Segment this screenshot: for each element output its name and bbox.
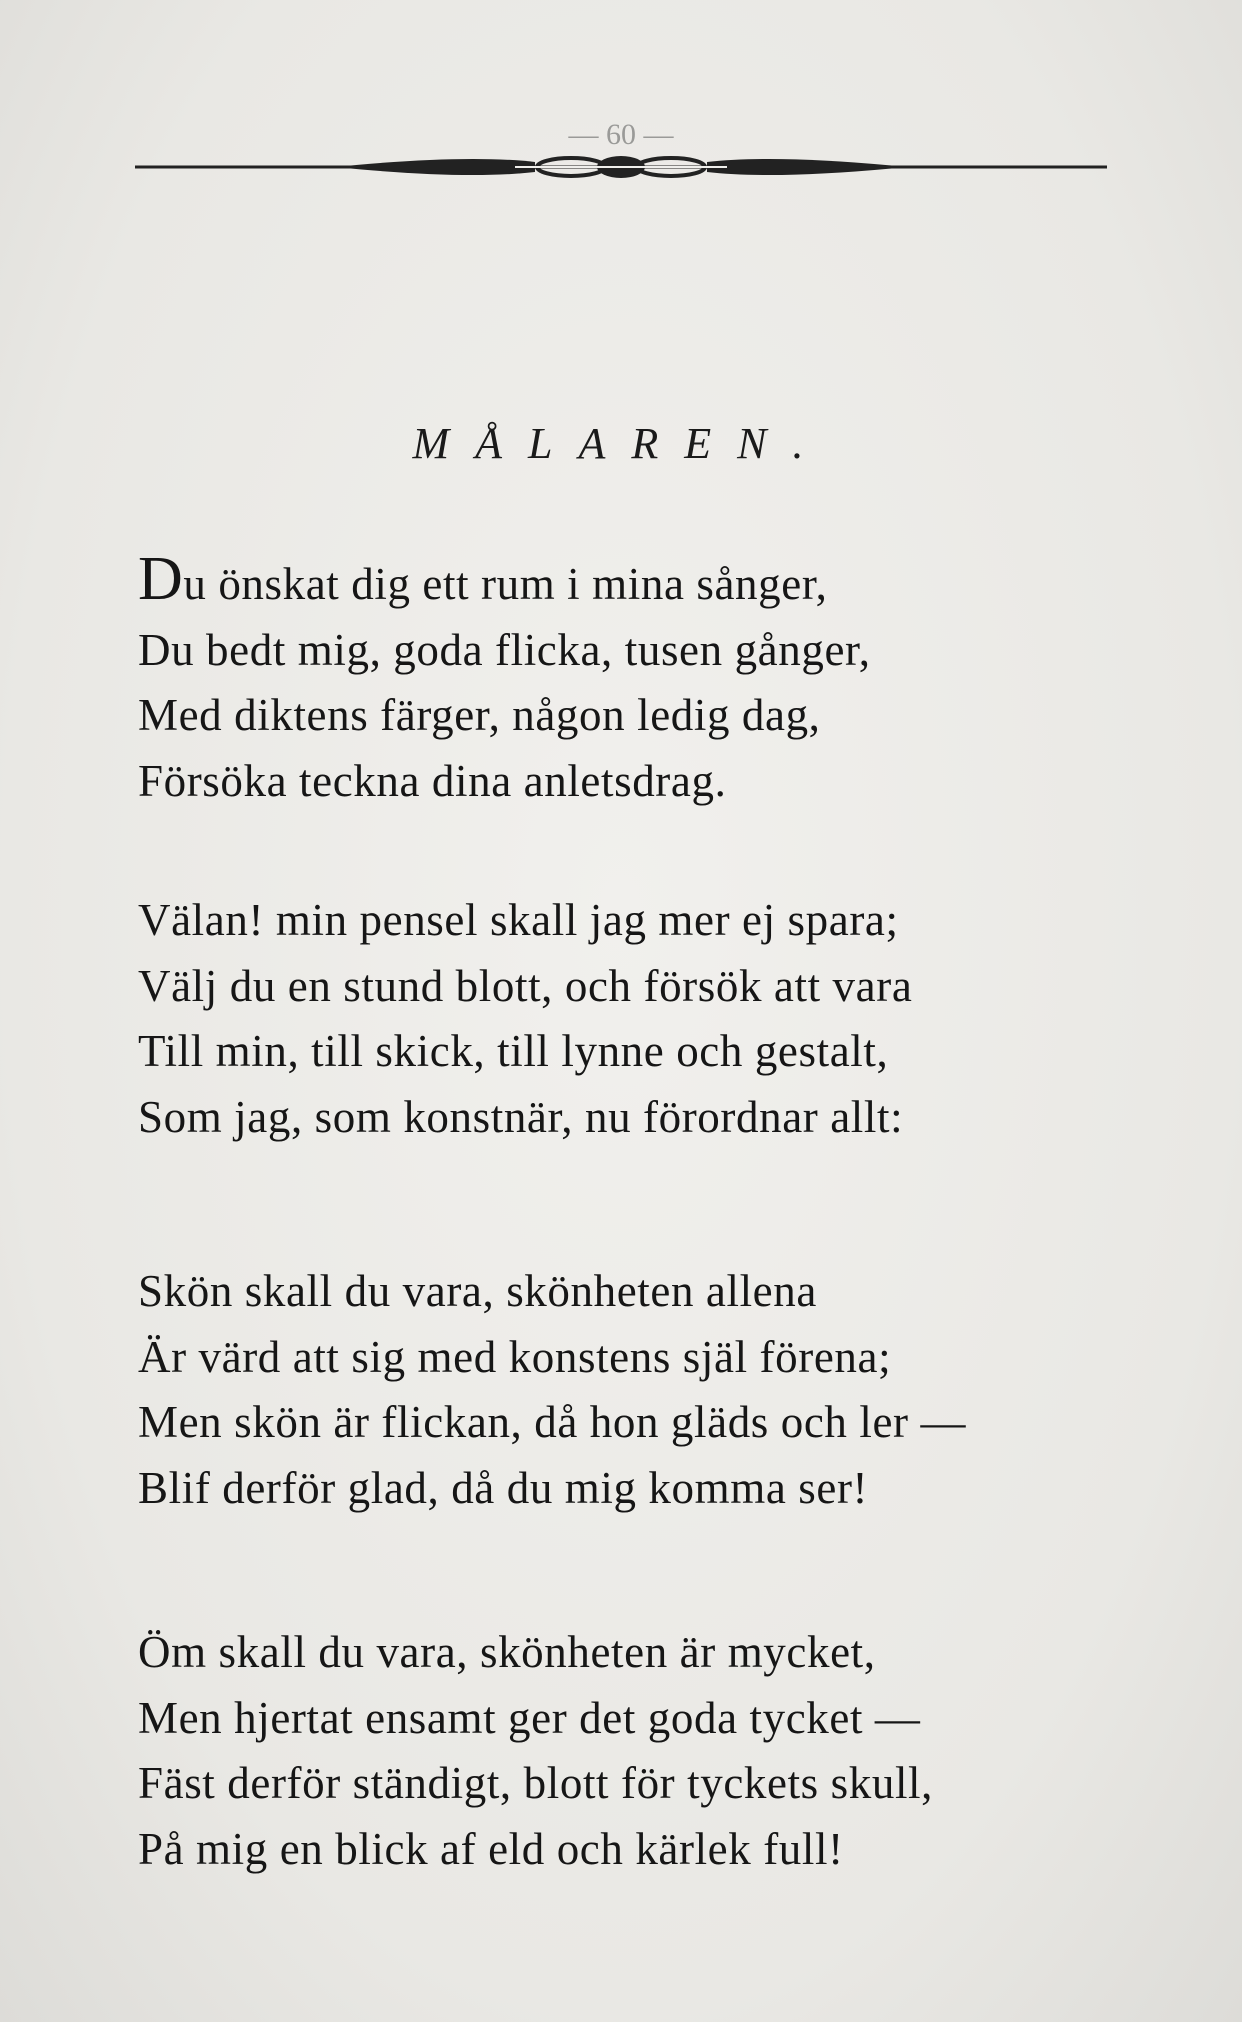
- poem-line: Fäst derför ständigt, blott för tyckets skull,: [138, 1758, 933, 1808]
- poem-line: Med diktens färger, någon ledig dag,: [138, 690, 821, 740]
- poem-line: Försöka teckna dina anletsdrag.: [138, 755, 727, 806]
- poem-line: Skön skall du vara, skönheten allena: [138, 1266, 817, 1316]
- drop-cap: D: [138, 545, 184, 613]
- poem-line: Till min, till skick, till lynne och gestalt,: [138, 1026, 889, 1076]
- stanza-1: [138, 545, 871, 814]
- poem-line: Blif derför glad, då du mig komma ser!: [138, 1462, 869, 1513]
- poem-line: [138, 545, 871, 618]
- poem-line: Men skön är flickan, då hon gläds och ler —: [138, 1397, 967, 1447]
- poem-line: På mig en blick af eld och kärlek full!: [138, 1823, 844, 1874]
- poem-line: Men hjertat ensamt ger det goda tycket —: [138, 1692, 921, 1743]
- poem-line: Välan! min pensel skall jag mer ej spara;: [138, 895, 899, 945]
- poem-line: Välj du en stund blott, och försök att vara: [138, 960, 913, 1011]
- ornamental-rule-divider: [135, 150, 1107, 180]
- poem-line: Är värd att sig med konstens själ förena;: [138, 1331, 892, 1382]
- poem-line: Du bedt mig, goda flicka, tusen gånger,: [138, 624, 871, 675]
- stanza-4: [138, 1620, 933, 1882]
- poem-title: MÅLAREN.: [412, 419, 830, 468]
- stanza-3: [138, 1259, 966, 1521]
- first-line-text: u önskat dig ett rum i mina sånger,: [183, 559, 828, 609]
- poem-line: Öm skall du vara, skönheten är mycket,: [138, 1627, 876, 1677]
- poem-line: Som jag, som konstnär, nu förordnar allt:: [138, 1091, 904, 1142]
- page-number: — 60 —: [568, 118, 674, 151]
- stanza-2: [138, 888, 912, 1150]
